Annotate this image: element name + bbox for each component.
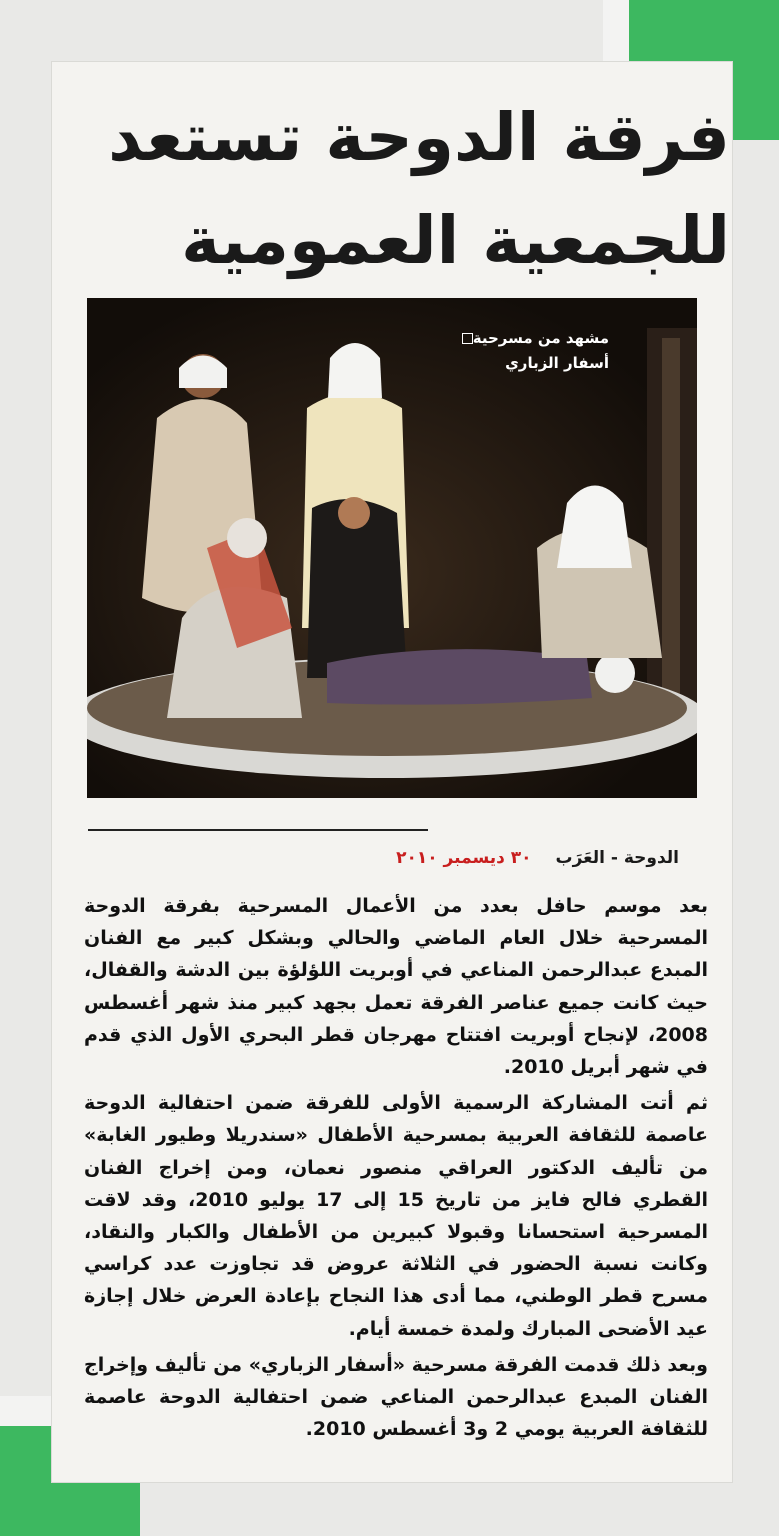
photo-caption <box>458 328 609 348</box>
headline-line-1: فرقة الدوحة تستعد <box>108 99 730 176</box>
article-paragraph-2: ثم أتت المشاركة الرسمية الأولى للفرقة ضمن احتفالية الدوحة عاصمة للثقافة العربية بمسرحية الأطفال «سندريلا وطيور الغابة» من تأليف الدكتور العراقي منصور نعمان، ومن إخراج الفنان القطري فالح فايز من تاريخ 15 إلى 17 يوليو 2010، وقد لاقت المسرحية استحسانا وقبولا كبيرين من الأطفال والكبار والنقاد، وكانت نسبة الحضور في الثلاثة عروض قد تجاوزت عدد كراسي مسرح قطر الوطني، مما أدى هذا النجاح بإعادة العرض خلال إجازة عيد الأضحى المبارك ولمدة خمسة أيام. <box>84 1092 709 1340</box>
theatre-scene-photo <box>87 298 697 798</box>
caption-line-2: أسفار الزباري <box>505 354 609 372</box>
article-paragraph-3: وبعد ذلك قدمت الفرقة مسرحية «أسفار الزباري» من تأليف وإخراج الفنان المبدع عبدالرحمن المناعي ضمن احتفالية الدوحة عاصمة للثقافة العربية يومي 2 و3 أغسطس 2010. <box>84 1353 708 1441</box>
caption-bullet-icon <box>462 333 473 344</box>
article-paragraph-1: بعد موسم حافل بعدد من الأعمال المسرحية بفرقة الدوحة المسرحية خلال العام الماضي والحالي وبشكل كبير مع الفنان المبدع عبدالرحمن المناعي في أوبريت اللؤلؤة بين الدشة والقفال، حيث كانت جميع عناصر الفرقة تعمل بجهد كبير منذ شهر أغسطس 2008، لإنجاح أوبريت افتتاح مهرجان قطر البحري الأول الذي قدم في شهر أبريل 2010. <box>84 895 708 1079</box>
stage-illustration <box>87 298 697 798</box>
dateline-date: ٣٠ ديسمبر ٢٠١٠ <box>396 848 532 868</box>
section-rule <box>88 829 428 831</box>
dateline <box>396 848 679 868</box>
headline-line-2: للجمعية العمومية <box>181 202 730 279</box>
article-body <box>84 890 708 1449</box>
dateline-place: الدوحة - العَرَب <box>555 848 679 868</box>
photo-caption-2 <box>505 353 609 373</box>
caption-line-1: مشهد من مسرحية <box>472 329 609 347</box>
